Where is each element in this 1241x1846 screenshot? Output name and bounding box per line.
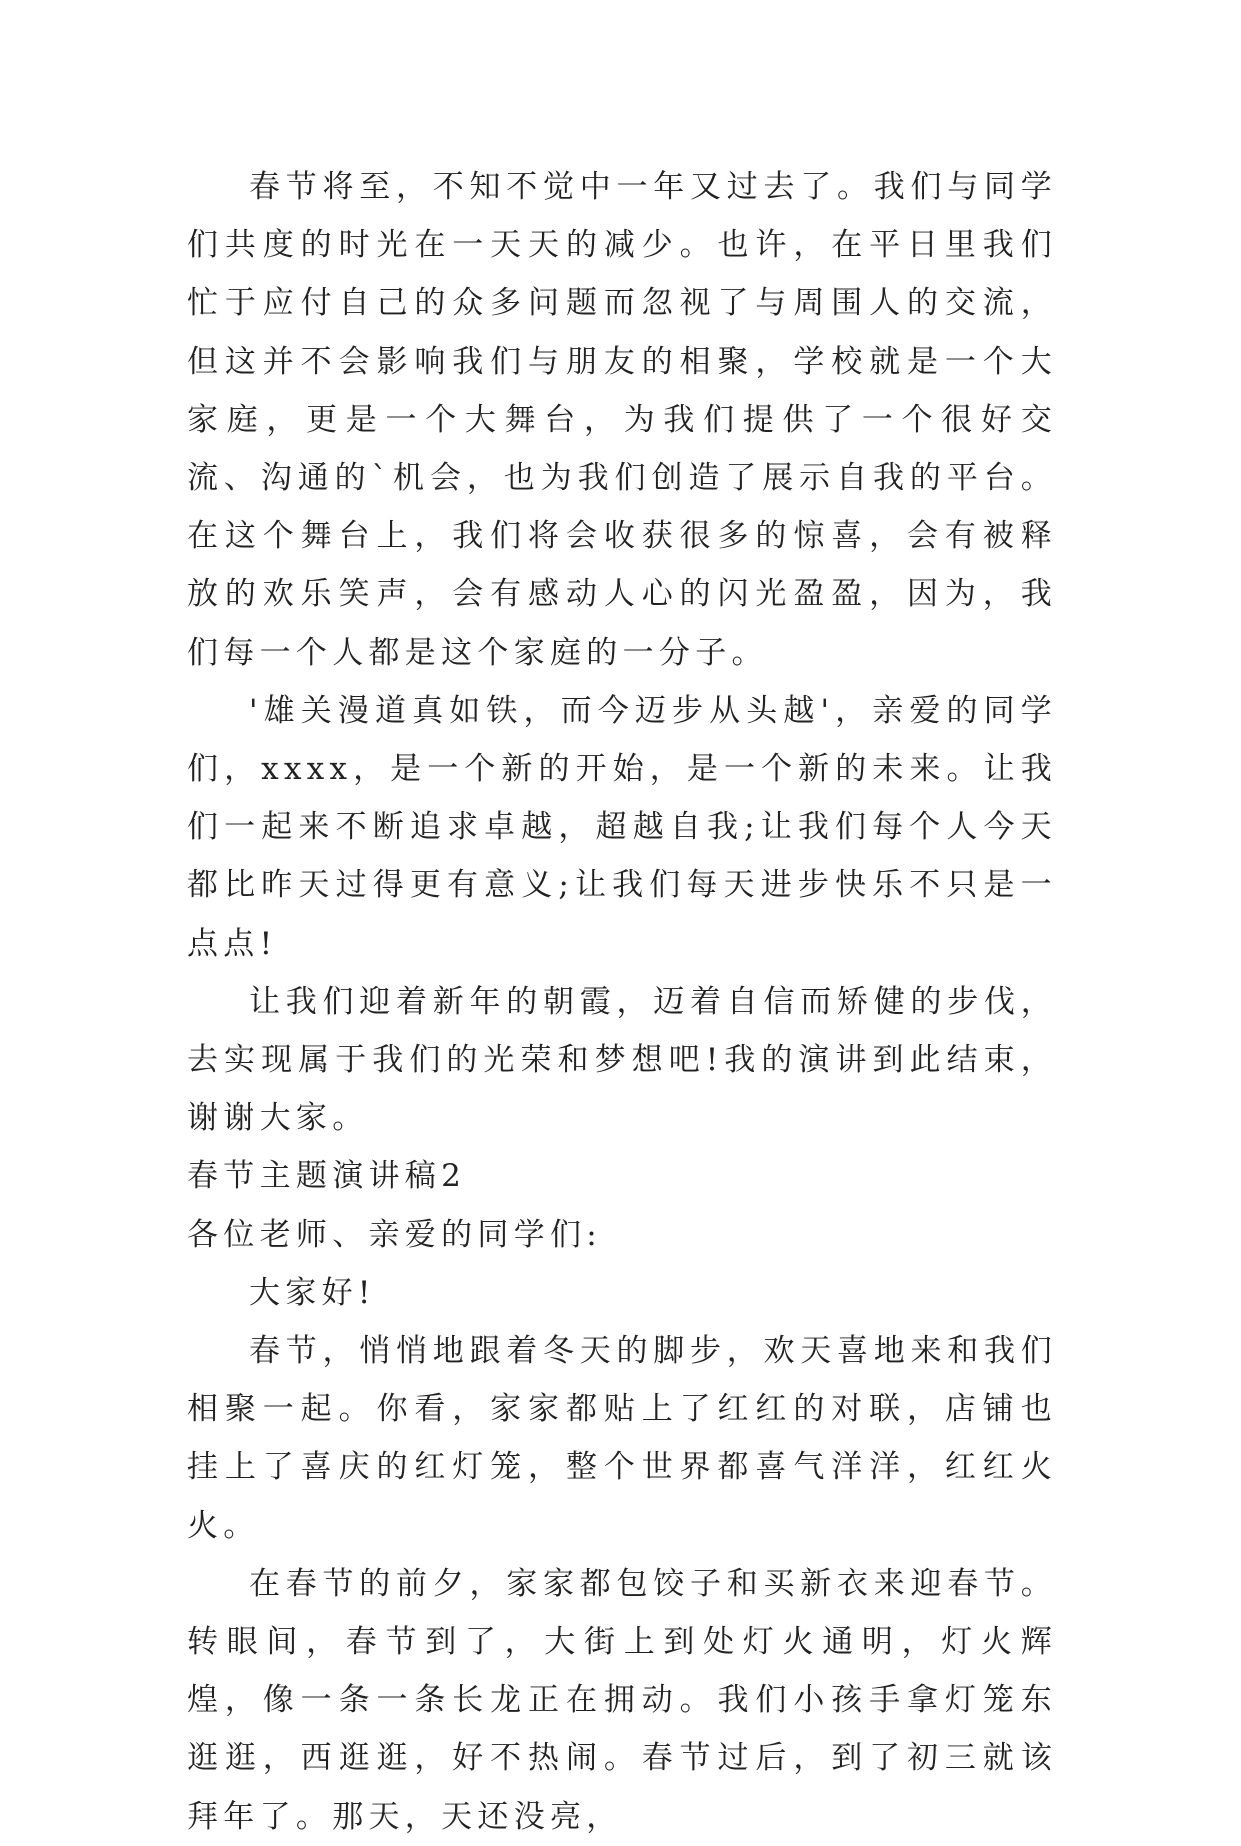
paragraph-poem-quote: '雄关漫道真如铁，而今迈步从头越'，亲爱的同学们，xxxx，是一个新的开始，是一个新的未来。让我们一起来不断追求卓越，超越自我;让我们每个人今天都比昨天过得更有意义;让我们每天进步快乐不只是一点点! [187, 692, 1057, 962]
greeting: 大家好! [249, 1274, 376, 1311]
speech-title: 春节主题演讲稿2 [187, 1158, 467, 1195]
paragraph-festival-eve: 在春节的前夕，家家都包饺子和买新衣来迎春节。转眼间，春节到了，大街上到处灯火通明，灯火辉煌，像一条一条长龙正在拥动。我们小孩手拿灯笼东逛逛，西逛逛，好不热闹。春节过后，到了初三就该拜年了。那天，天还没亮， [187, 1565, 1057, 1835]
paragraph-spring-festival-intro: 春节将至，不知不觉中一年又过去了。我们与同学们共度的时光在一天天的减少。也许，在平日里我们忙于应付自己的众多问题而忽视了与周围人的交流，但这并不会影响我们与朋友的相聚，学校就是一个大家庭，更是一个大舞台，为我们提供了一个很好交流、沟通的`机会，也为我们创造了展示自我的平台。在这个舞台上，我们将会收获很多的惊喜，会有被释放的欢乐笑声，会有感动人心的闪光盈盈，因为，我们每一个人都是这个家庭的一分子。 [187, 169, 1057, 671]
document-body [187, 158, 1057, 1846]
paragraph-festival-arrives: 春节，悄悄地跟着冬天的脚步，欢天喜地来和我们相聚一起。你看，家家都贴上了红红的对联，店铺也挂上了喜庆的红灯笼，整个世界都喜气洋洋，红红火火。 [187, 1333, 1057, 1544]
salutation: 各位老师、亲爱的同学们: [187, 1216, 603, 1253]
paragraph-closing: 让我们迎着新年的朝霞，迈着自信而矫健的步伐，去实现属于我们的光荣和梦想吧!我的演讲到此结束，谢谢大家。 [187, 983, 1057, 1137]
